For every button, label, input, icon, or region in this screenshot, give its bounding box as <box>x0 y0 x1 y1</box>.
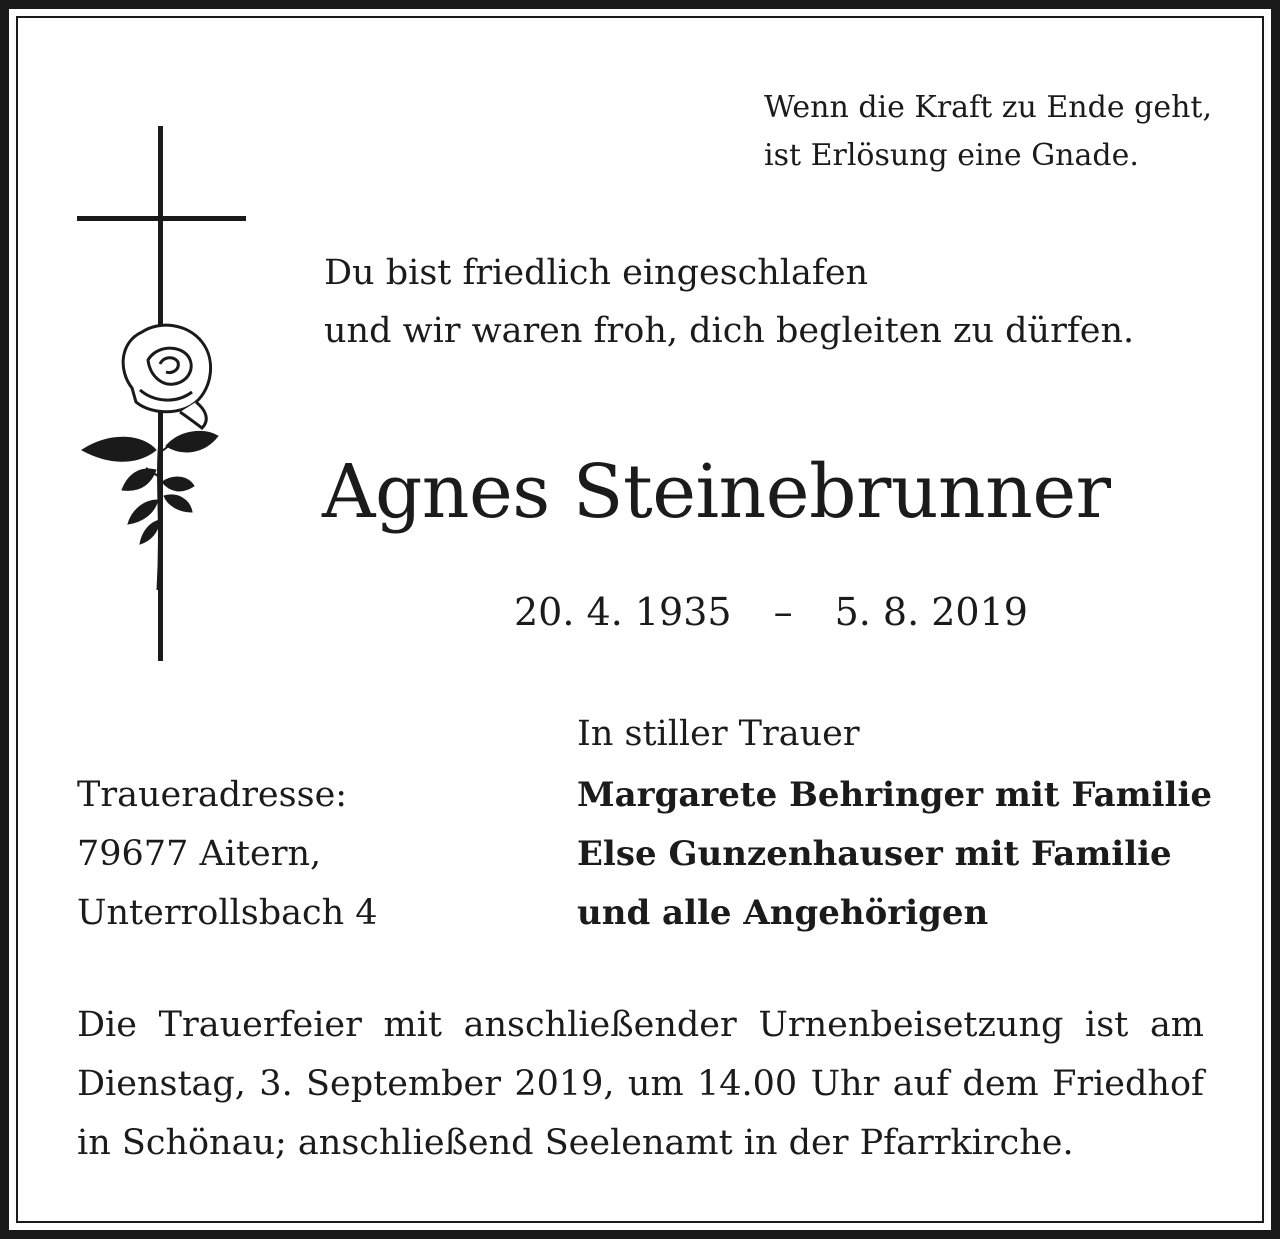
mourner: und alle Angehörigen <box>577 893 989 933</box>
verse-line: und wir waren froh, dich begleiten zu dürfen. <box>324 311 1135 351</box>
death-date: 5. 8. 2019 <box>834 590 1028 634</box>
mourner: Margarete Behringer mit Familie <box>577 775 1212 815</box>
cross-with-rose-icon <box>70 120 250 665</box>
deceased-name: Agnes Steinebrunner <box>322 449 1111 535</box>
date-separator: – <box>773 590 793 634</box>
address-label: Traueradresse: <box>77 775 348 815</box>
ceremony-notice <box>77 996 1204 1173</box>
ceremony-line: in Schönau; anschließend Seelenamt in der Pfarrkirche. <box>77 1123 1074 1163</box>
life-dates <box>514 586 1028 638</box>
motto-line: ist Erlösung eine Gnade. <box>764 138 1139 173</box>
motto-line: Wenn die Kraft zu Ende geht, <box>764 90 1212 125</box>
ceremony-line: Dienstag, 3. September 2019, um 14.00 Uhr auf dem Friedhof <box>77 1064 1204 1104</box>
mourner: Else Gunzenhauser mit Familie <box>577 834 1172 874</box>
motto <box>764 84 1212 180</box>
verse-line: Du bist friedlich eingeschlafen <box>324 253 869 293</box>
address-street: Unterrollsbach 4 <box>77 893 378 933</box>
address-city: 79677 Aitern, <box>77 834 322 874</box>
birth-date: 20. 4. 1935 <box>514 590 732 634</box>
verse <box>324 244 1134 360</box>
ceremony-line: Die Trauerfeier mit anschließender Urnenbeisetzung ist am <box>77 1005 1204 1045</box>
mourners-list <box>577 766 1212 943</box>
mourning-intro: In stiller Trauer <box>577 714 860 754</box>
mourning-address <box>77 766 378 943</box>
